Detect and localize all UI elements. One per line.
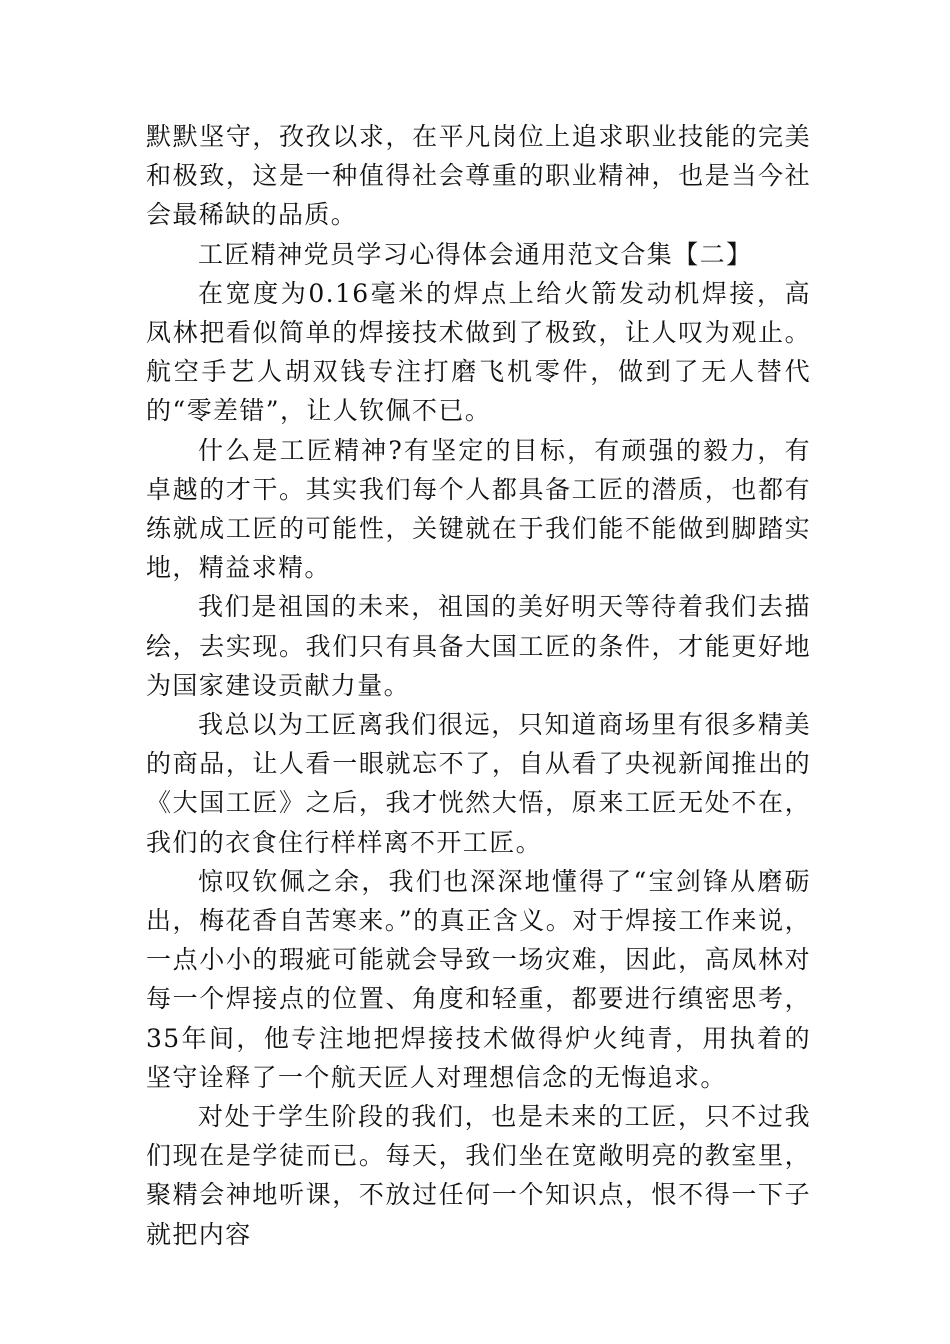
paragraph-admiration: 惊叹钦佩之余，我们也深深地懂得了“宝剑锋从磨砺出，梅花香自苦寒来。”的真正含义。对于焊接工作来说，一点小小的瑕疵可能就会导致一场灾难，因此，高凤林对每一个焊接点的位置、角度和轻重，都要进行缜密思考，35年间，他专注地把焊接技术做得炉火纯青，用执着的坚守诠释了一个航天匠人对理想信念的无悔追求。 (146, 866, 811, 1092)
paragraph-craftsman-spirit: 什么是工匠精神?有坚定的目标，有顽强的毅力，有卓越的才干。其实我们每个人都具备工匠的潜质，也都有练就成工匠的可能性，关键就在于我们能不能做到脚踏实地，精益求精。 (146, 435, 811, 583)
paragraph-realization: 我总以为工匠离我们很远，只知道商场里有很多精美的商品，让人看一眼就忘不了，自从看了央视新闻推出的《大国工匠》之后，我才恍然大悟，原来工匠无处不在，我们的衣食住行样样离不开工匠。 (146, 710, 811, 857)
paragraph-students: 对处于学生阶段的我们，也是未来的工匠，只不过我们现在是学徒而已。每天，我们坐在宽敞明亮的教室里，聚精会神地听课，不放过任何一个知识点，恨不得一下子就把内容 (146, 1102, 811, 1249)
document-body (146, 117, 811, 1254)
paragraph-welding: 在宽度为0.16毫米的焊点上给火箭发动机焊接，高凤林把看似简单的焊接技术做到了极致，让人叹为观止。航空手艺人胡双钱专注打磨飞机零件，做到了无人替代的“零差错”，让人钦佩不已。 (146, 278, 811, 426)
section-heading: 工匠精神党员学习心得体会通用范文合集【二】 (198, 239, 753, 269)
paragraph-intro: 默默坚守，孜孜以求，在平凡岗位上追求职业技能的完美和极致，这是一种值得社会尊重的职业精神，也是当今社会最稀缺的品质。 (146, 122, 811, 230)
paragraph-future: 我们是祖国的未来，祖国的美好明天等待着我们去描绘，去实现。我们只有具备大国工匠的条件，才能更好地为国家建设贡献力量。 (146, 592, 811, 700)
